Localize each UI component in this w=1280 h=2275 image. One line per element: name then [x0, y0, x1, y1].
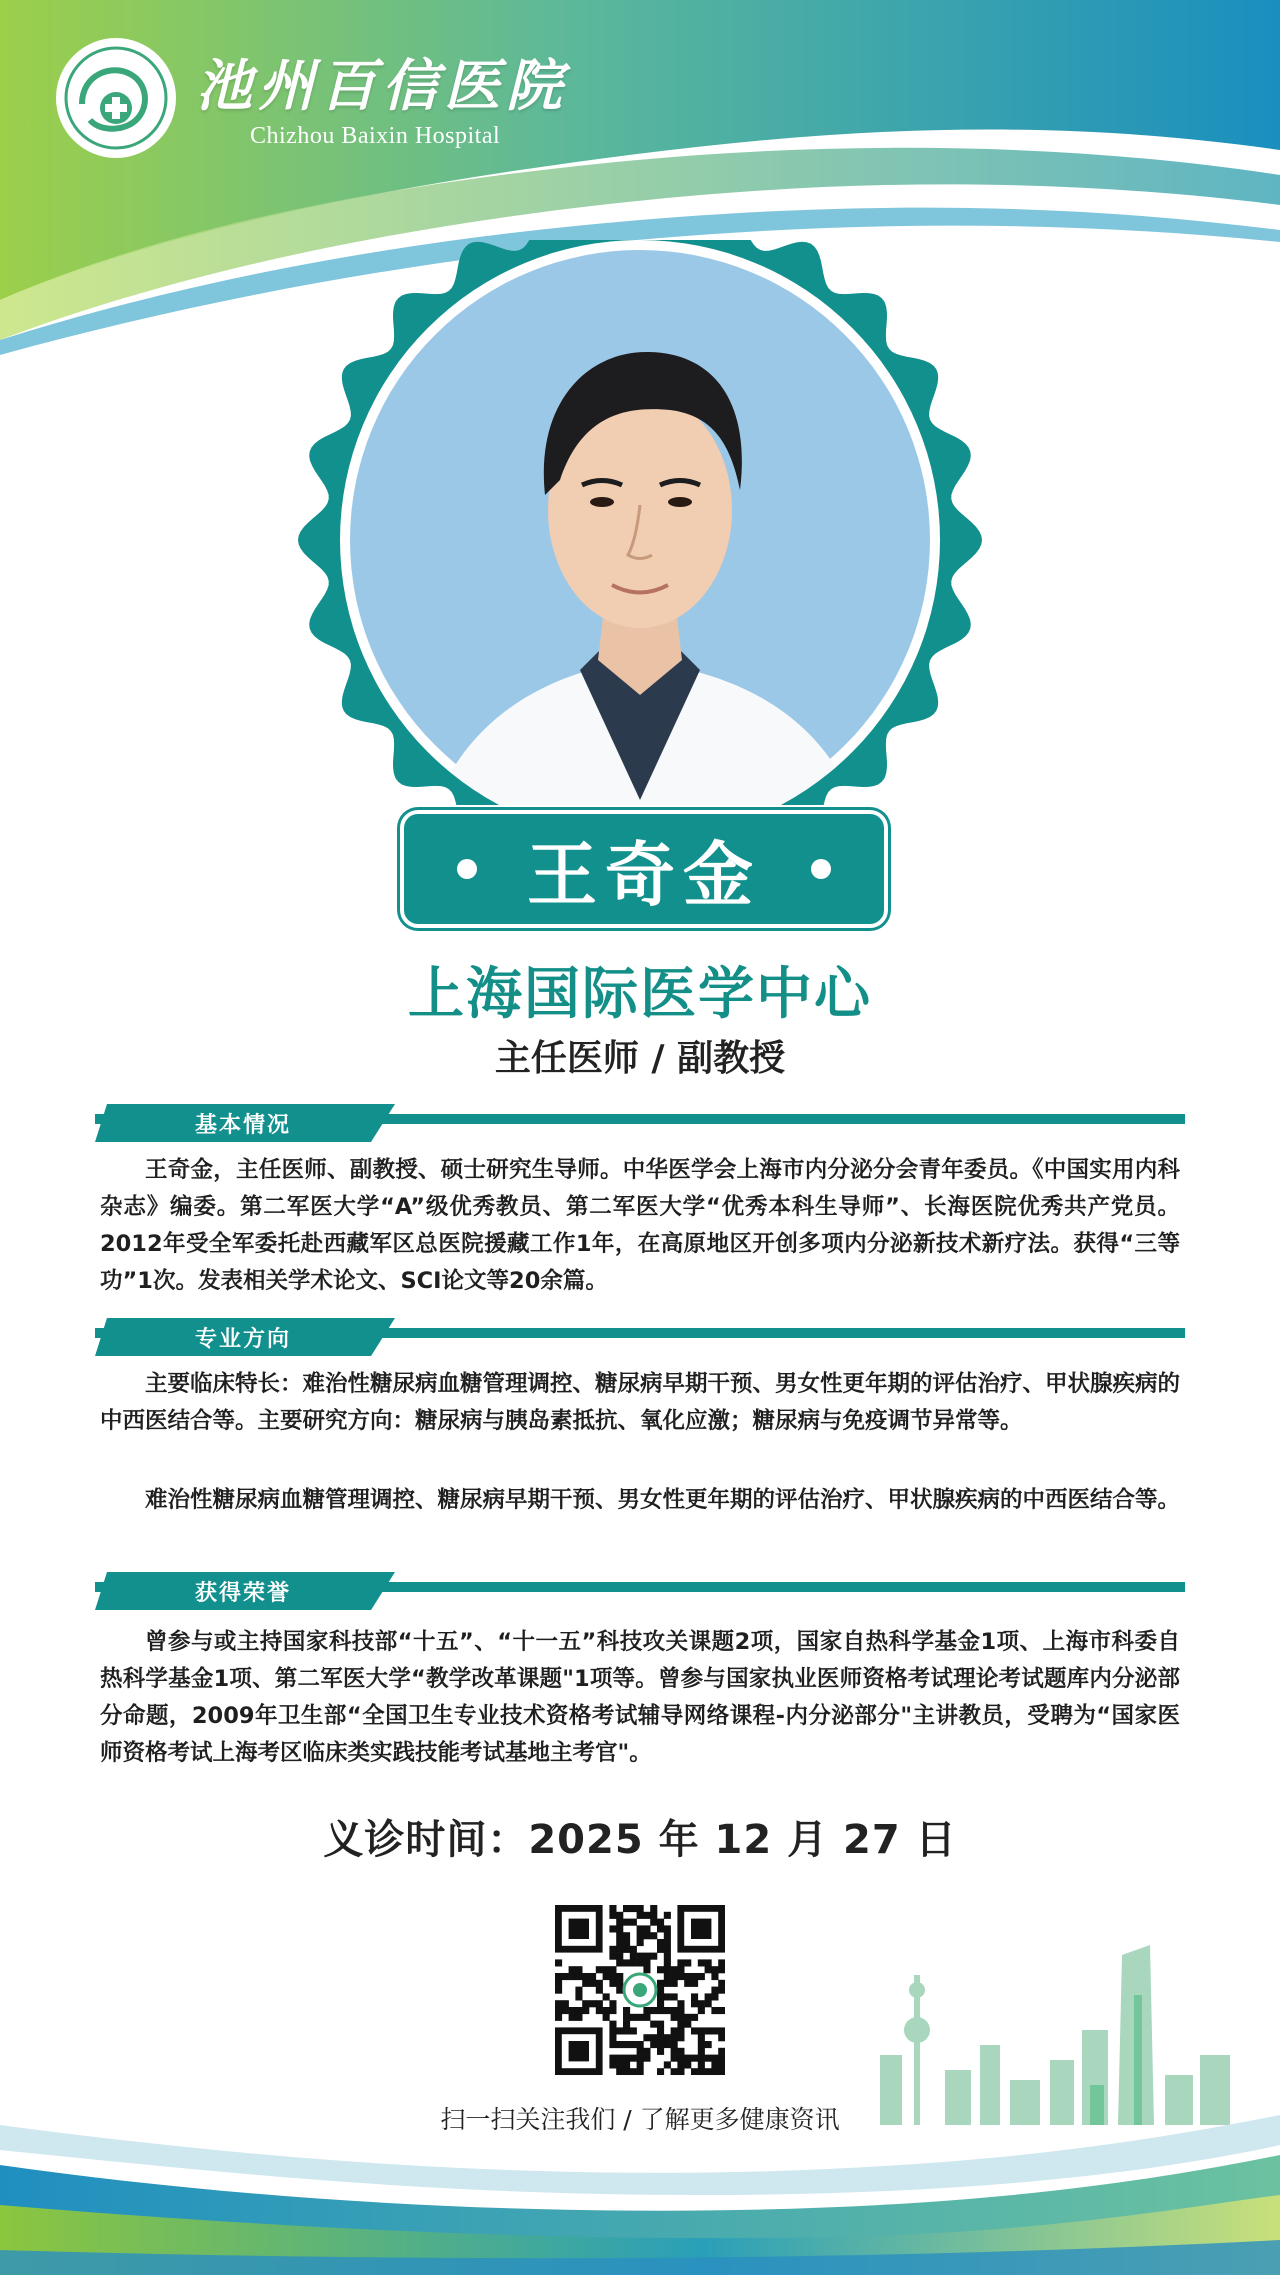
section-paragraph: 王奇金，主任医师、副教授、硕士研究生导师。中华医学会上海市内分泌分会青年委员。《中国实用内科杂志》编委。第二军医大学“A”级优秀教员、第二军医大学“优秀本科生导师”、长海医院优秀共产党员。2012年受全军委托赴西藏军区总医院援藏工作1年，在高原地区开创多项内分泌新技术新疗法。获得“三等功”1次。发表相关学术论文、SCI论文等20余篇。 [100, 1157, 1180, 1294]
section-header-honors [95, 1572, 1185, 1608]
doctor-portrait [290, 240, 990, 830]
doctor-affiliation: 上海国际医学中心 [408, 962, 872, 1027]
hospital-name-en: Chizhou Baixin Hospital [250, 123, 501, 149]
banner-dot-right [811, 859, 831, 879]
section-title: 专业方向 [195, 1327, 292, 1352]
qr-caption: 扫一扫关注我们 / 了解更多健康资讯 [440, 2105, 840, 2134]
doctor-name: 王奇金 [527, 832, 761, 916]
banner-dot-left [457, 859, 477, 879]
section-title: 获得荣誉 [195, 1581, 292, 1606]
hospital-name-cn: 池州百信医院 [196, 53, 568, 119]
section-paragraph: 主要临床特长：难治性糖尿病血糖管理调控、糖尿病早期干预、男女性更年期的评估治疗、甲状腺疾病的中西医结合等。主要研究方向：糖尿病与胰岛素抵抗、氧化应激；糖尿病与免疫调节异常等。 [100, 1371, 1181, 1434]
name-banner [400, 810, 888, 928]
footer-waves [0, 2055, 1280, 2275]
section-paragraph: 难治性糖尿病血糖管理调控、糖尿病早期干预、男女性更年期的评估治疗、甲状腺疾病的中西医结合等。 [145, 1487, 1181, 1513]
hospital-logo-icon [52, 34, 180, 162]
section-title: 基本情况 [195, 1113, 292, 1138]
section-header-basic [95, 1104, 1185, 1140]
clinic-date: 义诊时间：2025 年 12 月 27 日 [323, 1817, 957, 1863]
doctor-position: 主任医师 / 副教授 [494, 1038, 786, 1079]
section-header-specialty [95, 1318, 1185, 1354]
qr-code-icon[interactable] [555, 1905, 725, 2075]
section-paragraph: 曾参与或主持国家科技部“十五”、“十一五”科技攻关课题2项，国家自热科学基金1项、上海市科委自热科学基金1项、第二军医大学“教学改革课题"1项等。曾参与国家执业医师资格考试理论考试题库内分泌部分命题，2009年卫生部“全国卫生专业技术资格考试辅导网络课程-内分泌部分"主讲教员，受聘为“国家医师资格考试上海考区临床类实践技能考试基地主考官"。 [100, 1629, 1180, 1766]
